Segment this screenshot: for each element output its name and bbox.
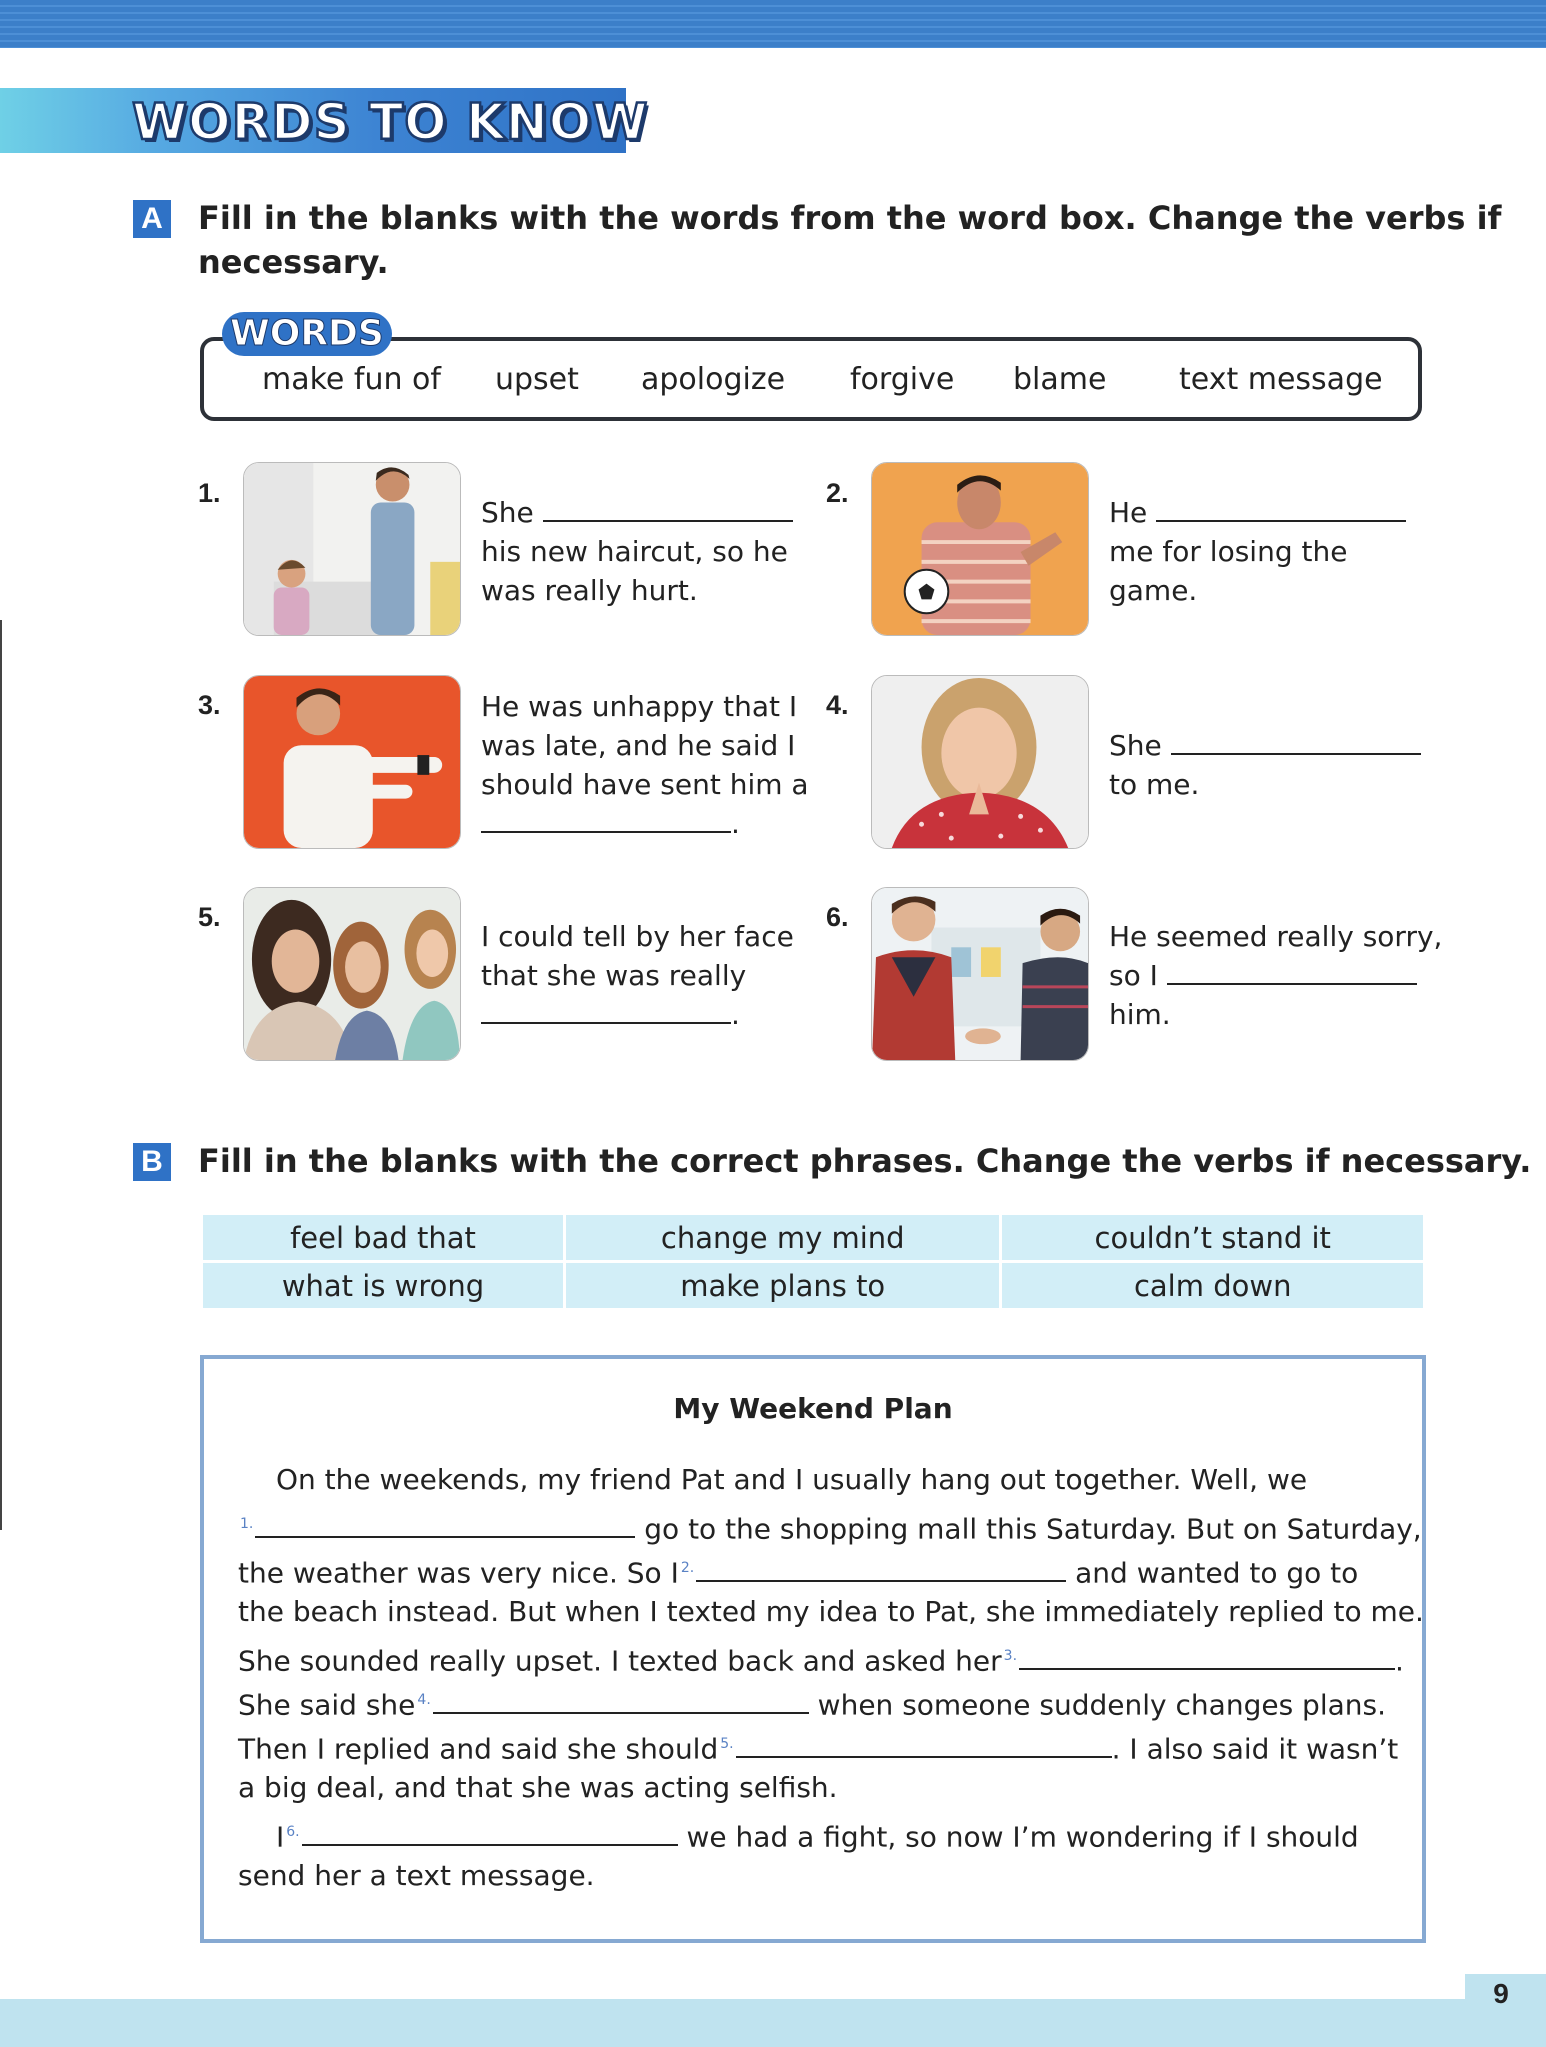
page-edge-rule bbox=[0, 620, 2, 1530]
phrase-item: change my mind bbox=[566, 1215, 999, 1260]
word-item: upset bbox=[495, 362, 579, 397]
words-badge: WORDS bbox=[222, 312, 392, 356]
word-item: apologize bbox=[641, 362, 786, 397]
phrase-item: feel bad that bbox=[203, 1215, 563, 1260]
story-line: a big deal, and that she was acting selfish. bbox=[238, 1771, 838, 1804]
answer-blank[interactable] bbox=[736, 1732, 1112, 1758]
story-title: My Weekend Plan bbox=[673, 1392, 953, 1425]
story-line: the weather was very nice. So I $^{2.}$ and wanted to go to bbox=[238, 1556, 1359, 1590]
sentence-line: He bbox=[1109, 493, 1406, 532]
item-number: 4. bbox=[826, 690, 849, 720]
blank-number: 3. bbox=[1003, 1648, 1018, 1664]
item-number: 5. bbox=[198, 902, 221, 932]
sentence-line: that she was really bbox=[481, 959, 747, 992]
phrase-item: what is wrong bbox=[203, 1263, 563, 1308]
answer-blank[interactable] bbox=[696, 1556, 1066, 1582]
story-line: She said she $^{4.}$ when someone suddenly changes plans. bbox=[238, 1688, 1386, 1722]
word-item: text message bbox=[1179, 362, 1383, 397]
answer-blank[interactable] bbox=[433, 1688, 809, 1714]
blank-number: 5. bbox=[720, 1736, 734, 1752]
item-number: 6. bbox=[826, 902, 849, 932]
sentence-line: game. bbox=[1109, 574, 1198, 607]
answer-blank[interactable] bbox=[1019, 1644, 1395, 1670]
page-number: 9 bbox=[1493, 1978, 1509, 2009]
sentence-line: was really hurt. bbox=[481, 574, 698, 607]
sentence-line: should have sent him a bbox=[481, 768, 809, 801]
sentence-line: so I bbox=[1109, 956, 1417, 995]
sentence-line: to me. bbox=[1109, 768, 1200, 801]
upset-girl-with-friends-photo bbox=[243, 887, 461, 1061]
story-line: Then I replied and said she should $^{5.}$ . I also said it wasn’t bbox=[238, 1732, 1399, 1766]
phrase-item: make plans to bbox=[566, 1263, 999, 1308]
story-line: She sounded really upset. I texted back and asked her $^{3.}$ . bbox=[238, 1644, 1404, 1678]
section-b-label: B bbox=[133, 1143, 171, 1181]
girl-pleading-photo bbox=[871, 675, 1089, 849]
section-a-label: A bbox=[133, 200, 171, 238]
story-line: $^{1.}$ go to the shopping mall this Saturday. But on Saturday, bbox=[240, 1512, 1422, 1546]
sentence-line: . bbox=[481, 804, 740, 843]
story-line: On the weekends, my friend Pat and I usually hang out together. Well, we bbox=[276, 1463, 1308, 1496]
page-title: WORDS TO KNOW bbox=[132, 93, 649, 151]
man-soccer-ball-pointing-photo bbox=[871, 462, 1089, 636]
answer-blank[interactable] bbox=[1171, 729, 1421, 755]
sentence-line: She bbox=[1109, 726, 1421, 765]
section-b-instruction: Fill in the blanks with the correct phrases. Change the verbs if necessary. bbox=[198, 1142, 1532, 1180]
sentence-line: He was unhappy that I bbox=[481, 690, 798, 723]
answer-blank[interactable] bbox=[302, 1820, 678, 1846]
sentence-line: was late, and he said I bbox=[481, 729, 796, 762]
answer-blank[interactable] bbox=[543, 496, 793, 522]
bottom-banner bbox=[0, 1999, 1546, 2047]
blank-number: 4. bbox=[417, 1692, 431, 1708]
item-number: 2. bbox=[826, 478, 849, 508]
blank-number: 2. bbox=[680, 1560, 695, 1576]
section-a-instruction-line1: Fill in the blanks with the words from the word box. Change the verbs if bbox=[198, 199, 1502, 237]
item-number: 3. bbox=[198, 690, 221, 720]
story-line: send her a text message. bbox=[238, 1859, 595, 1892]
sentence-line: his new haircut, so he bbox=[481, 535, 788, 568]
answer-blank[interactable] bbox=[481, 998, 731, 1024]
story-line: the beach instead. But when I texted my idea to Pat, she immediately replied to me. bbox=[238, 1595, 1424, 1628]
word-item: blame bbox=[1013, 362, 1107, 397]
sentence-line: him. bbox=[1109, 998, 1171, 1031]
blank-number: 6. bbox=[286, 1824, 300, 1840]
top-banner bbox=[0, 0, 1546, 48]
sentence-line: I could tell by her face bbox=[481, 920, 794, 953]
boys-shaking-hands-photo bbox=[871, 887, 1089, 1061]
word-item: make fun of bbox=[262, 362, 441, 397]
answer-blank[interactable] bbox=[481, 807, 731, 833]
blank-number: 1. bbox=[240, 1516, 254, 1532]
phrase-item: couldn’t stand it bbox=[1002, 1215, 1423, 1260]
answer-blank[interactable] bbox=[255, 1512, 635, 1538]
story-line: I $^{6.}$ we had a fight, so now I’m wondering if I should bbox=[276, 1820, 1359, 1854]
sentence-line: He seemed really sorry, bbox=[1109, 920, 1443, 953]
sentence-line: She bbox=[481, 493, 793, 532]
phrase-box bbox=[200, 1212, 1426, 1311]
sentence-line: . bbox=[481, 995, 740, 1034]
sentence-line: me for losing the bbox=[1109, 535, 1348, 568]
item-number: 1. bbox=[198, 478, 221, 508]
boy-girl-pointing-photo bbox=[243, 462, 461, 636]
boy-pointing-at-watch-photo bbox=[243, 675, 461, 849]
section-a-instruction-line2: necessary. bbox=[198, 243, 389, 281]
word-item: forgive bbox=[850, 362, 955, 397]
answer-blank[interactable] bbox=[1156, 496, 1406, 522]
answer-blank[interactable] bbox=[1167, 959, 1417, 985]
phrase-item: calm down bbox=[1002, 1263, 1423, 1308]
